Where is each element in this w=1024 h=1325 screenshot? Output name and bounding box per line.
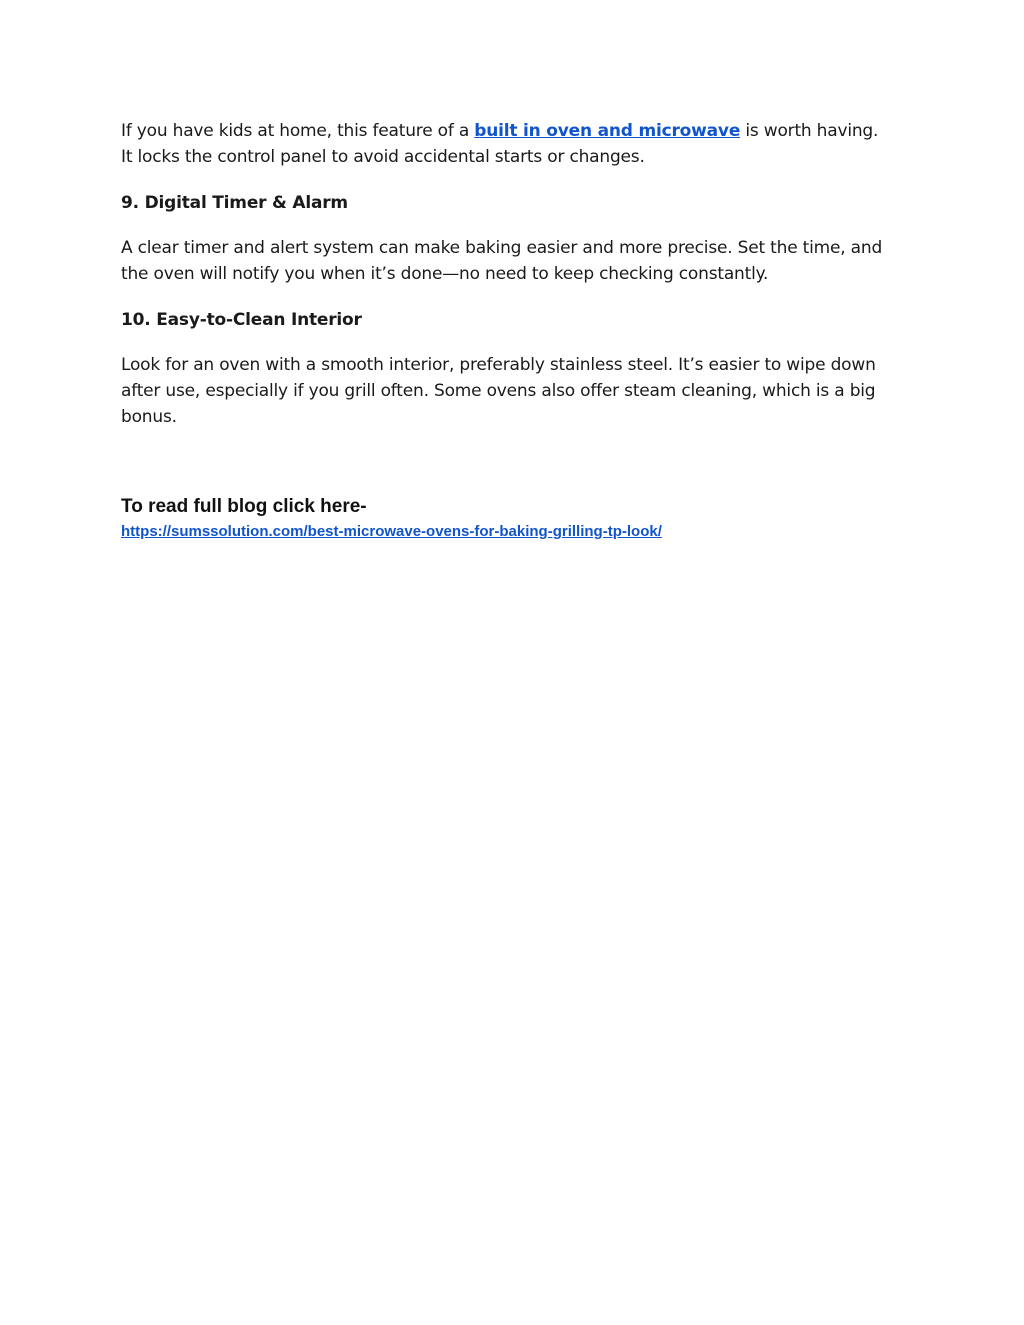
read-full-blog-title: To read full blog click here- (121, 496, 367, 517)
intro-paragraph (121, 118, 891, 170)
section-9-body: A clear timer and alert system can make baking easier and more precise. Set the time, and the oven will notify you when it’s done—no need to keep checking constantly. (121, 238, 883, 284)
intro-text-after-link: is worth having. It locks the control panel to avoid accidental starts or changes. (121, 121, 879, 167)
intro-text-before-link: If you have kids at home, this feature of a (121, 121, 475, 141)
section-9-heading: 9. Digital Timer & Alarm (121, 193, 348, 213)
full-blog-url-link[interactable]: https://sumssolution.com/best-microwave-ovens-for-baking-grilling-tp-look/ (121, 523, 662, 540)
document-content (121, 118, 891, 542)
section-10-body: Look for an oven with a smooth interior, preferably stainless steel. It’s easier to wipe down after use, especially if you grill often. Some ovens also offer steam cleaning, which is a big bonus. (121, 355, 876, 427)
section-10-heading: 10. Easy-to-Clean Interior (121, 310, 362, 330)
built-in-oven-link[interactable]: built in oven and microwave (474, 121, 741, 141)
